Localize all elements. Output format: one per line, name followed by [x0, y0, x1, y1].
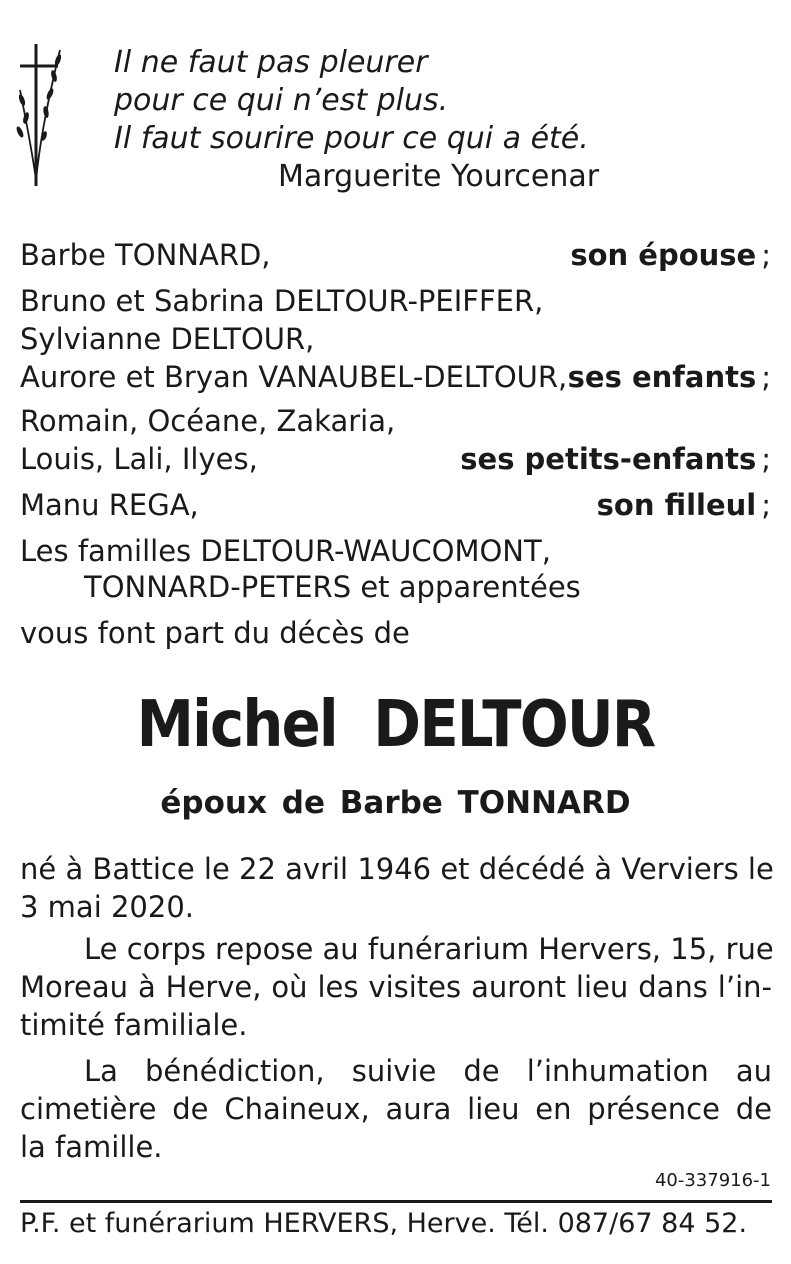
family-names: Romain, Océane, Zakaria, [20, 404, 396, 438]
footer-divider [20, 1200, 772, 1203]
family-line [20, 284, 771, 318]
paragraph-line: cimetière de Chaineux, aura lieu en présence de [20, 1092, 772, 1126]
reference-number: 40-337916-1 [654, 1170, 771, 1191]
paragraph-line: Moreau à Herve, où les visites auront lieu dans l’in- [20, 970, 772, 1004]
paragraph-line: timité familiale. [20, 1008, 248, 1042]
family-line [20, 534, 771, 568]
family-role [597, 488, 771, 522]
family-role [460, 442, 771, 476]
visitation-paragraph [20, 930, 772, 1044]
paragraph-line: Le corps repose au funérarium Hervers, 15, rue [84, 932, 774, 966]
paragraph-line: né à Battice le 22 avril 1946 et décédé à Verviers le [20, 852, 774, 886]
funeral-home-footer: P.F. et funérarium HERVERS, Herve. Tél. 087/67 84 52. [20, 1208, 748, 1239]
cross-wheat-icon [14, 40, 66, 190]
family-line [20, 442, 771, 476]
announcement-text: vous font part du décès de [20, 616, 410, 650]
family-names: Aurore et Bryan VANAUBEL-DELTOUR, [20, 360, 568, 394]
family-names: Manu REGA, [20, 488, 199, 522]
family-role [568, 360, 771, 394]
quote-line: Il ne faut pas pleurer [114, 45, 428, 80]
deceased-last-name: DELTOUR [373, 688, 655, 762]
family-names: Barbe TONNARD, [20, 238, 271, 272]
family-names: Bruno et Sabrina DELTOUR-PEIFFER, [20, 284, 544, 318]
family-line [20, 616, 771, 650]
family-role [570, 238, 771, 272]
family-line [20, 322, 771, 356]
epigraph-quote [114, 44, 754, 194]
quote-line: Il faut sourire pour ce qui a été. [114, 121, 589, 156]
role-label: ses enfants [567, 360, 757, 394]
family-names: Les familles DELTOUR-WAUCOMONT, [20, 534, 551, 568]
family-line [84, 570, 771, 604]
spouse-line: époux de Barbe TONNARD [160, 785, 631, 821]
role-punct: ; [761, 238, 771, 272]
family-line [20, 488, 771, 522]
deceased-name [40, 688, 752, 762]
paragraph-line: la famille. [20, 1130, 163, 1164]
role-punct: ; [761, 360, 771, 394]
role-label: ses petits-enfants [460, 442, 757, 476]
family-line [20, 404, 771, 438]
role-label: son filleul [596, 488, 757, 522]
role-punct: ; [761, 442, 771, 476]
role-label: son épouse [570, 238, 757, 272]
family-names: Sylvianne DELTOUR, [20, 322, 315, 356]
birth-death-paragraph [20, 850, 772, 926]
family-line [20, 360, 771, 394]
family-line [20, 238, 771, 272]
paragraph-line: 3 mai 2020. [20, 890, 194, 924]
paragraph-line: La bénédiction, suivie de l’inhumation au [84, 1054, 772, 1088]
quote-author: Marguerite Yourcenar [278, 159, 600, 194]
family-names: TONNARD-PETERS et apparentées [84, 570, 581, 604]
role-punct: ; [761, 488, 771, 522]
deceased-first-name: Michel [136, 688, 337, 762]
family-names: Louis, Lali, Ilyes, [20, 442, 258, 476]
quote-line: pour ce qui n’est plus. [114, 83, 449, 118]
ceremony-paragraph [20, 1052, 772, 1166]
